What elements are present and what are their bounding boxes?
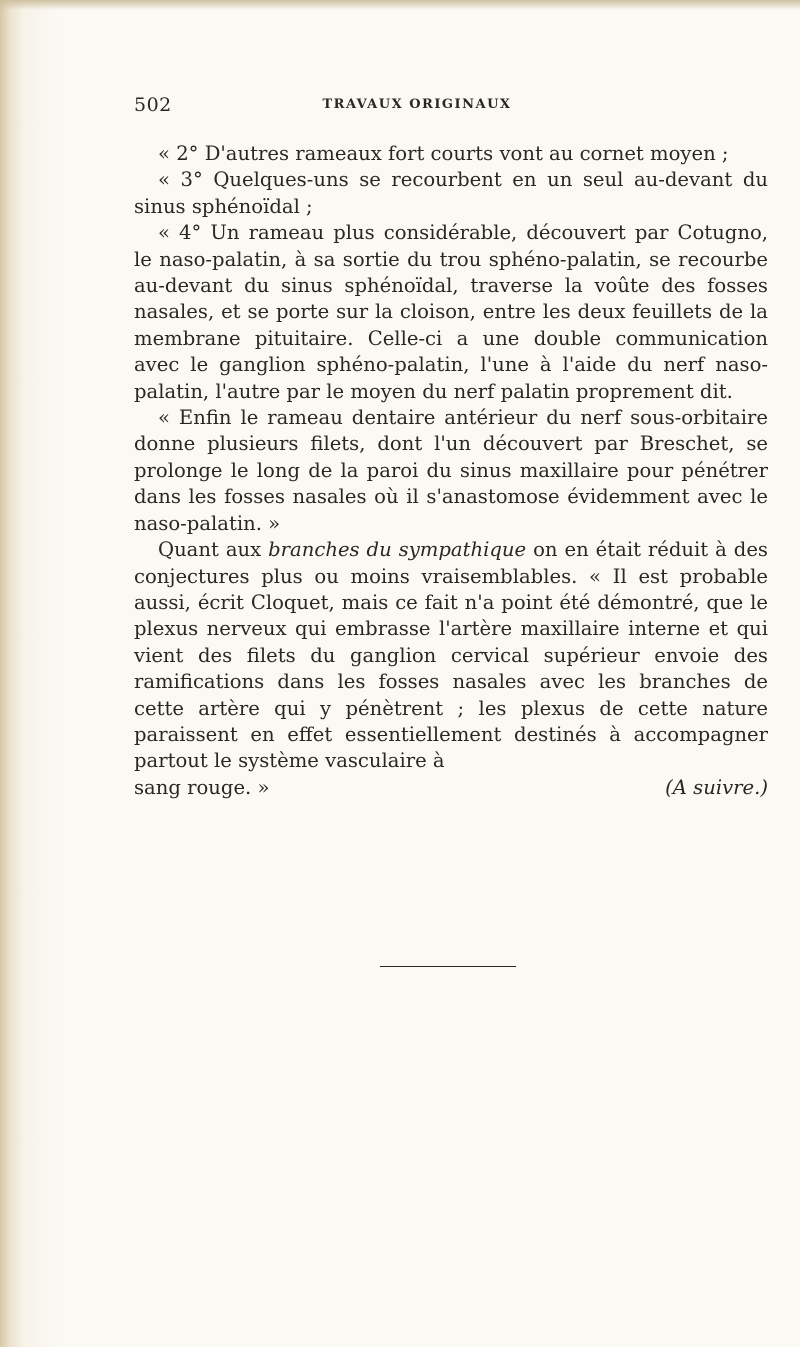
continuation-note: (A suivre.) <box>665 775 768 799</box>
page-number: 502 <box>134 94 172 116</box>
final-line-text: sang rouge. » <box>134 775 270 799</box>
paragraph-naso-palatin: « 4° Un rameau plus considérable, découvert par Cotugno, le naso-palatin, à sa sortie du trou sphéno-palatin, se recourbe au-devant du sinus sphénoïdal, traverse la voûte des fosses nasales, et se porte sur la cloison, entre les deux feuillets de la membrane pituitaire. Celle-ci a une double communication avec le ganglion sphéno-palatin, l'une à l'aide du nerf naso-palatin, l'autre par le moyen du nerf palatin proprement dit. <box>134 221 768 403</box>
text-segment: Quant aux <box>158 538 269 562</box>
paragraph-sympathique <box>134 537 768 775</box>
paragraph-recourbent: « 3° Quelques-uns se recourbent en un seul au-devant du sinus sphénoïdal ; <box>134 168 768 218</box>
paragraph-dentaire-anterieur: « Enfin le rameau dentaire antérieur du nerf sous-orbitaire donne plusieurs filets, dont l'un découvert par Breschet, se prolonge le long de la paroi du sinus maxillaire pour pénétrer dans les fosses nasales où il s'anastomose évidemment avec le naso-palatin. » <box>134 406 768 535</box>
text-segment: on en était réduit à des conjectures plus ou moins vraisemblables. « Il est probable aussi, écrit Cloquet, mais ce fait n'a point été démontré, que le plexus nerveux qui embrasse l'artère maxillaire interne et qui vient des filets du ganglion cervical supérieur envoie des ramifications dans les fosses nasales avec les branches de cette artère qui y pénètrent ; les plexus de cette nature paraissent en effet essentiellement destinés à accompagner partout le système vasculaire à <box>134 538 768 773</box>
page-header <box>134 94 700 118</box>
running-title: TRAVAUX ORIGINAUX <box>322 97 512 112</box>
paragraph-rameaux-cornet: « 2° D'autres rameaux fort courts vont au cornet moyen ; <box>158 142 729 165</box>
end-rule <box>380 966 516 967</box>
final-line <box>134 775 768 801</box>
italic-phrase: branches du sympathique <box>268 538 527 562</box>
body-text <box>134 141 768 801</box>
